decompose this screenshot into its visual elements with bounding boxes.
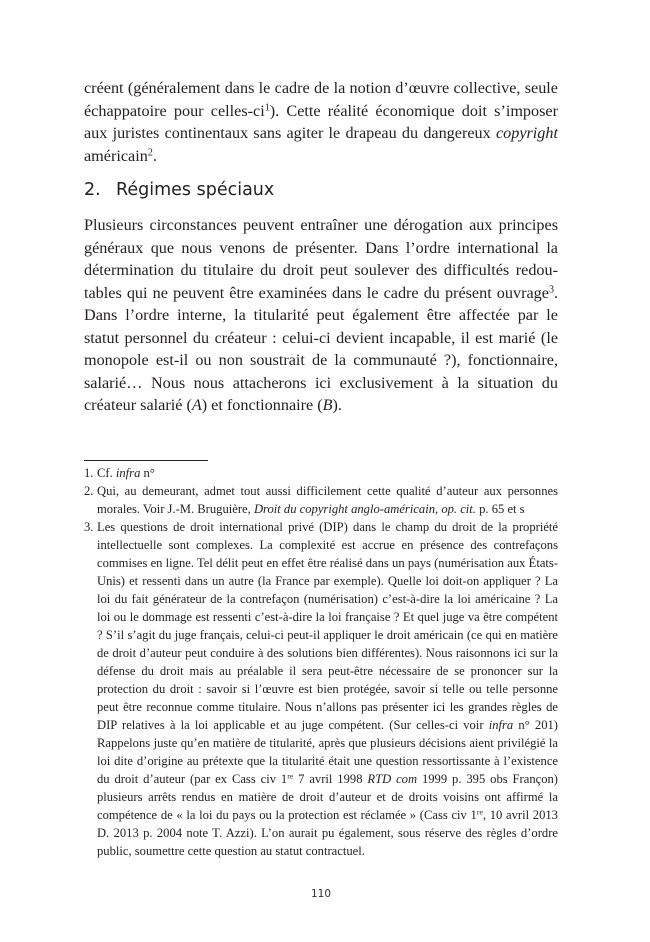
italic-term: copyright <box>495 124 558 142</box>
section-number: 2. <box>84 180 101 200</box>
footnotes <box>84 464 558 860</box>
footnote-1 <box>84 464 558 482</box>
body-paragraph-2: Plusieurs circonstances peuvent entraîner une dérogation aux principes généraux que nous venons de présenter. Dans l’ordre international la détermination du titulaire du droit peut soulever des difficultés redoutables qui ne peuvent être examinées dans le cadre du présent ouvrage$^3$. Dans l’ordre interne, la titularité peut également être affectée par le statut personnel du créateur : celui-ci devient incapable, il est marié (le monopole est-il ou non soustrait de la communauté ?), fonctionnaire, salarié… Nous nous attacherons ici exclusivement à la situation du créateur salarié (A) et fonctionnaire (B). <box>84 216 558 414</box>
footnote-3 <box>84 518 558 860</box>
body-paragraph-1: créent (généralement dans le cadre de la notion d’œuvre collective, seule échappatoire pour celles-$ci^1$). Cette réalité économique doit s’imposer aux juristes continentaux sans agiter le drapeau du dangereux copyright américain$^2$. <box>84 79 558 165</box>
footnote-number: 1. <box>84 466 94 480</box>
footnote-text: Cf. infra n° <box>97 466 155 480</box>
section-title: Régimes spéciaux <box>116 180 275 200</box>
footnote-text: Les questions de droit international privé (DIP) dans le champ du droit de la propriété intellectuelle sont complexes. La complexité est accrue en présence des contrefaçons commises en ligne. Tel délit peut en effet être réalisé dans un pays (numérisation aux États-Unis) et ressenti dans un autre (la France par exemple). Quelle loi doit-on appliquer ? La loi du fait générateur de la contrefaçon (numérisation) c’est-à-dire la loi américaine ? La loi ou le dommage est ressenti c’est-à-dire la loi française ? Et quel juge va être compétent ? S’il s’agit du juge français, celui-ci peut-il appliquer le droit américain (ce qui en matière de droit d’auteur peut conduire à des solutions bien différentes). Nous raisonnons ici sur la défense du droit mais au préalable il sera peut-être nécessaire de se prononcer sur la protection du droit : savoir si l’œuvre est bien protégée, savoir si telle ou telle personne peut être reconnue comme titulaire. Nous n’allons pas présenter ici les grandes règles de DIP relatives à la loi applicable et au juge compétent. (Sur celles-ci voir infra n° 201) Rappelons juste qu’en matière de titularité, après que plusieurs décisions aient privilégié la loi dite d’origine au prétexte que la titularité était une question ressortissante à l’existence du droit d’auteur (par ex Cass civ 1re 7 avril 1998 RTD com 1999 p. 395 obs Françon) plusieurs arrêts rendus en matière de droit d’auteur et de droits voisins ont affirmé la compétence de « la loi du pays ou la protection est réclamée » (Cass civ 1re, 10 avril 2013 D. 2013 p. 2004 note T. Azzi). L’on aurait pu également, sous réserve des règles d’ordre public, soumettre cette question au statut contractuel. <box>97 520 558 858</box>
footnote-number: 3. <box>84 520 94 534</box>
section-heading <box>84 178 558 202</box>
footnote-2 <box>84 482 558 518</box>
footnote-number: 2. <box>84 484 94 498</box>
footnote-ref-1[interactable]: 1 <box>264 101 270 113</box>
footnote-separator <box>84 460 208 461</box>
footnote-ref-2[interactable]: 2 <box>147 146 153 158</box>
footnote-ref-3[interactable]: 3 <box>548 283 554 295</box>
footnote-text: Qui, au demeurant, admet tout aussi difficilement cette qualité d’auteur aux personnes morales. Voir J.-M. Bruguière, Droit du copyright anglo-américain, op. cit. p. 65 et s <box>97 484 558 516</box>
page-number: 110 <box>310 888 332 900</box>
